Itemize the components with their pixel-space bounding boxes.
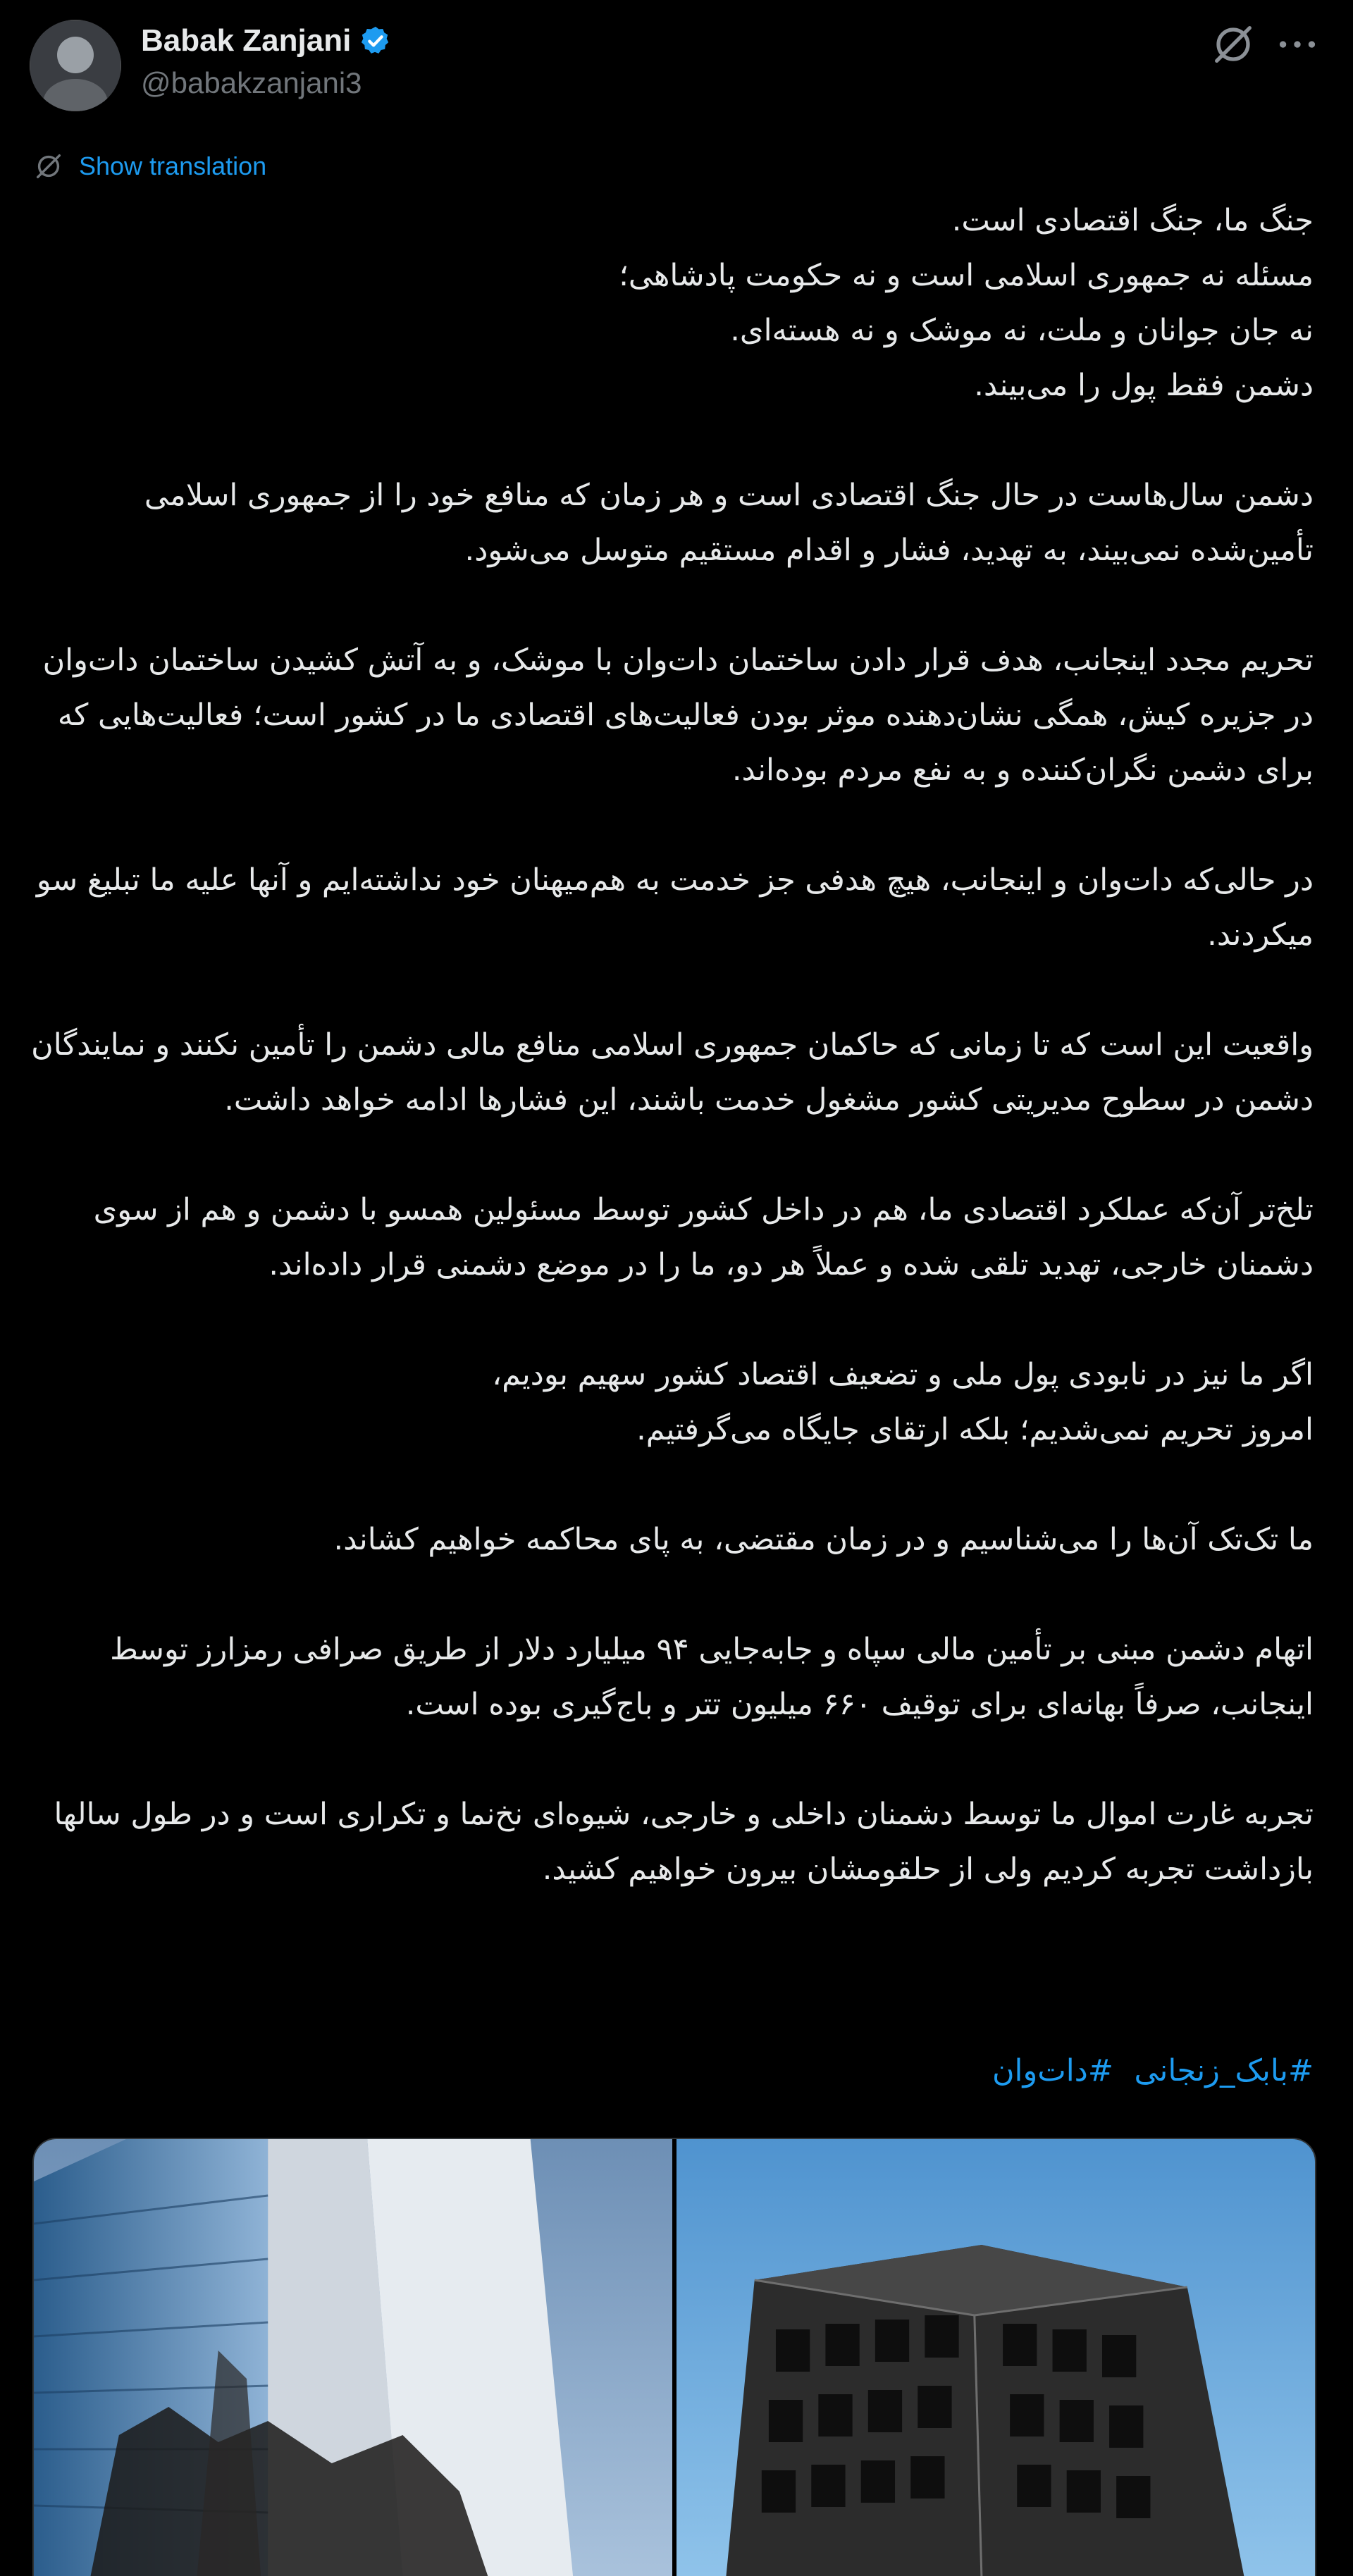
hashtag-link[interactable]: #بابک_زنجانی — [1134, 2053, 1314, 2088]
post-text — [28, 193, 1314, 1897]
translate-icon — [32, 150, 65, 182]
post-paragraph: تجربه غارت اموال ما توسط دشمنان داخلی و خارجی، شیوه‌ای نخ‌نما و تکراری است و در طول سالها بازداشت تجربه کردیم ولی از حلقومشان بیرون خواهیم کشید. — [54, 1797, 1314, 1887]
hashtag-row — [981, 2043, 1314, 2098]
verified-badge-icon — [359, 25, 392, 57]
post-paragraph: دشمن سال‌هاست در حال جنگ اقتصادی است و هر زمان که منافع خود را از جمهوری اسلامی تأمین‌شده نمی‌بیند، به تهدید، فشار و اقدام مستقیم متوسل می‌شود. — [144, 478, 1314, 568]
media-grid — [32, 2138, 1316, 2576]
burnt-building-image — [676, 2139, 1315, 2576]
show-translation-link[interactable]: Show translation — [79, 151, 267, 180]
post-paragraph: تلخ‌تر آن‌که عملکرد اقتصادی ما، هم در داخل کشور توسط مسئولین همسو با دشمن و هم از سوی دشمنان خارجی، تهدید تلقی شده و عملاً هر دو، ما را در موضع دشمنی قرار داده‌اند. — [93, 1192, 1314, 1282]
avatar[interactable] — [30, 20, 121, 111]
post-paragraph: جنگ ما، جنگ اقتصادی است. مسئله نه جمهوری اسلامی است و نه حکومت پادشاهی؛ نه جان جوانان و ملت، نه موشک و نه هسته‌ای. دشمن فقط پول را می‌بیند. — [619, 203, 1314, 403]
author-name-row — [141, 20, 392, 62]
post-paragraph: واقعیت این است که تا زمانی که حاکمان جمهوری اسلامی منافع مالی دشمن را تأمین نکنند و نمایندگان دشمن در سطوح مدیریتی کشور مشغول خدمت باشند، این فشارها ادامه خواهد داشت. — [31, 1027, 1314, 1117]
post-paragraph: اتهام دشمن مبنی بر تأمین مالی سپاه و جابه‌جایی ۹۴ میلیارد دلار از طریق صرافی رمزارز توسط اینجانب، صرفاً بهانه‌ای برای توقیف ۶۶۰ میلیون تتر و باج‌گیری بوده است. — [110, 1632, 1314, 1722]
post-header — [0, 0, 1353, 141]
author-display-name[interactable]: Babak Zanjani — [141, 23, 352, 58]
translation-row — [32, 148, 266, 185]
building-photo-left[interactable] — [34, 2139, 672, 2576]
grok-icon[interactable] — [1209, 20, 1258, 69]
post-paragraph: اگر ما نیز در نابودی پول ملی و تضعیف اقتصاد کشور سهیم بودیم، امروز تحریم نمی‌شدیم؛ بلکه ارتقای جایگاه می‌گرفتیم. — [492, 1357, 1314, 1447]
post-paragraph: در حالی‌که دات‌وان و اینجانب، هیچ هدفی جز خدمت به هم‌میهنان خود نداشته‌ایم و آنها علیه ما تبلیغ سو میکردند. — [36, 862, 1314, 953]
author-handle[interactable]: @babakzanjani3 — [141, 66, 362, 99]
post-paragraph: ما تک‌تک آن‌ها را می‌شناسیم و در زمان مقتضی، به پای محاکمه خواهیم کشاند. — [333, 1522, 1314, 1557]
post-paragraph: تحریم مجدد اینجانب، هدف قرار دادن ساختمان دات‌وان با موشک، و به آتش کشیدن ساختمان دات‌وان در جزیره کیش، همگی نشان‌دهنده موثر بودن فعالیت‌های اقتصادی ما در کشور است؛ فعالیت‌هایی که برای دشمن نگران‌کننده و به نفع مردم بوده‌اند. — [42, 643, 1314, 788]
more-icon[interactable] — [1273, 20, 1322, 69]
building-image — [34, 2139, 672, 2576]
building-photo-right[interactable] — [676, 2139, 1315, 2576]
hashtag-link[interactable]: #دات‌وان — [991, 2053, 1113, 2088]
